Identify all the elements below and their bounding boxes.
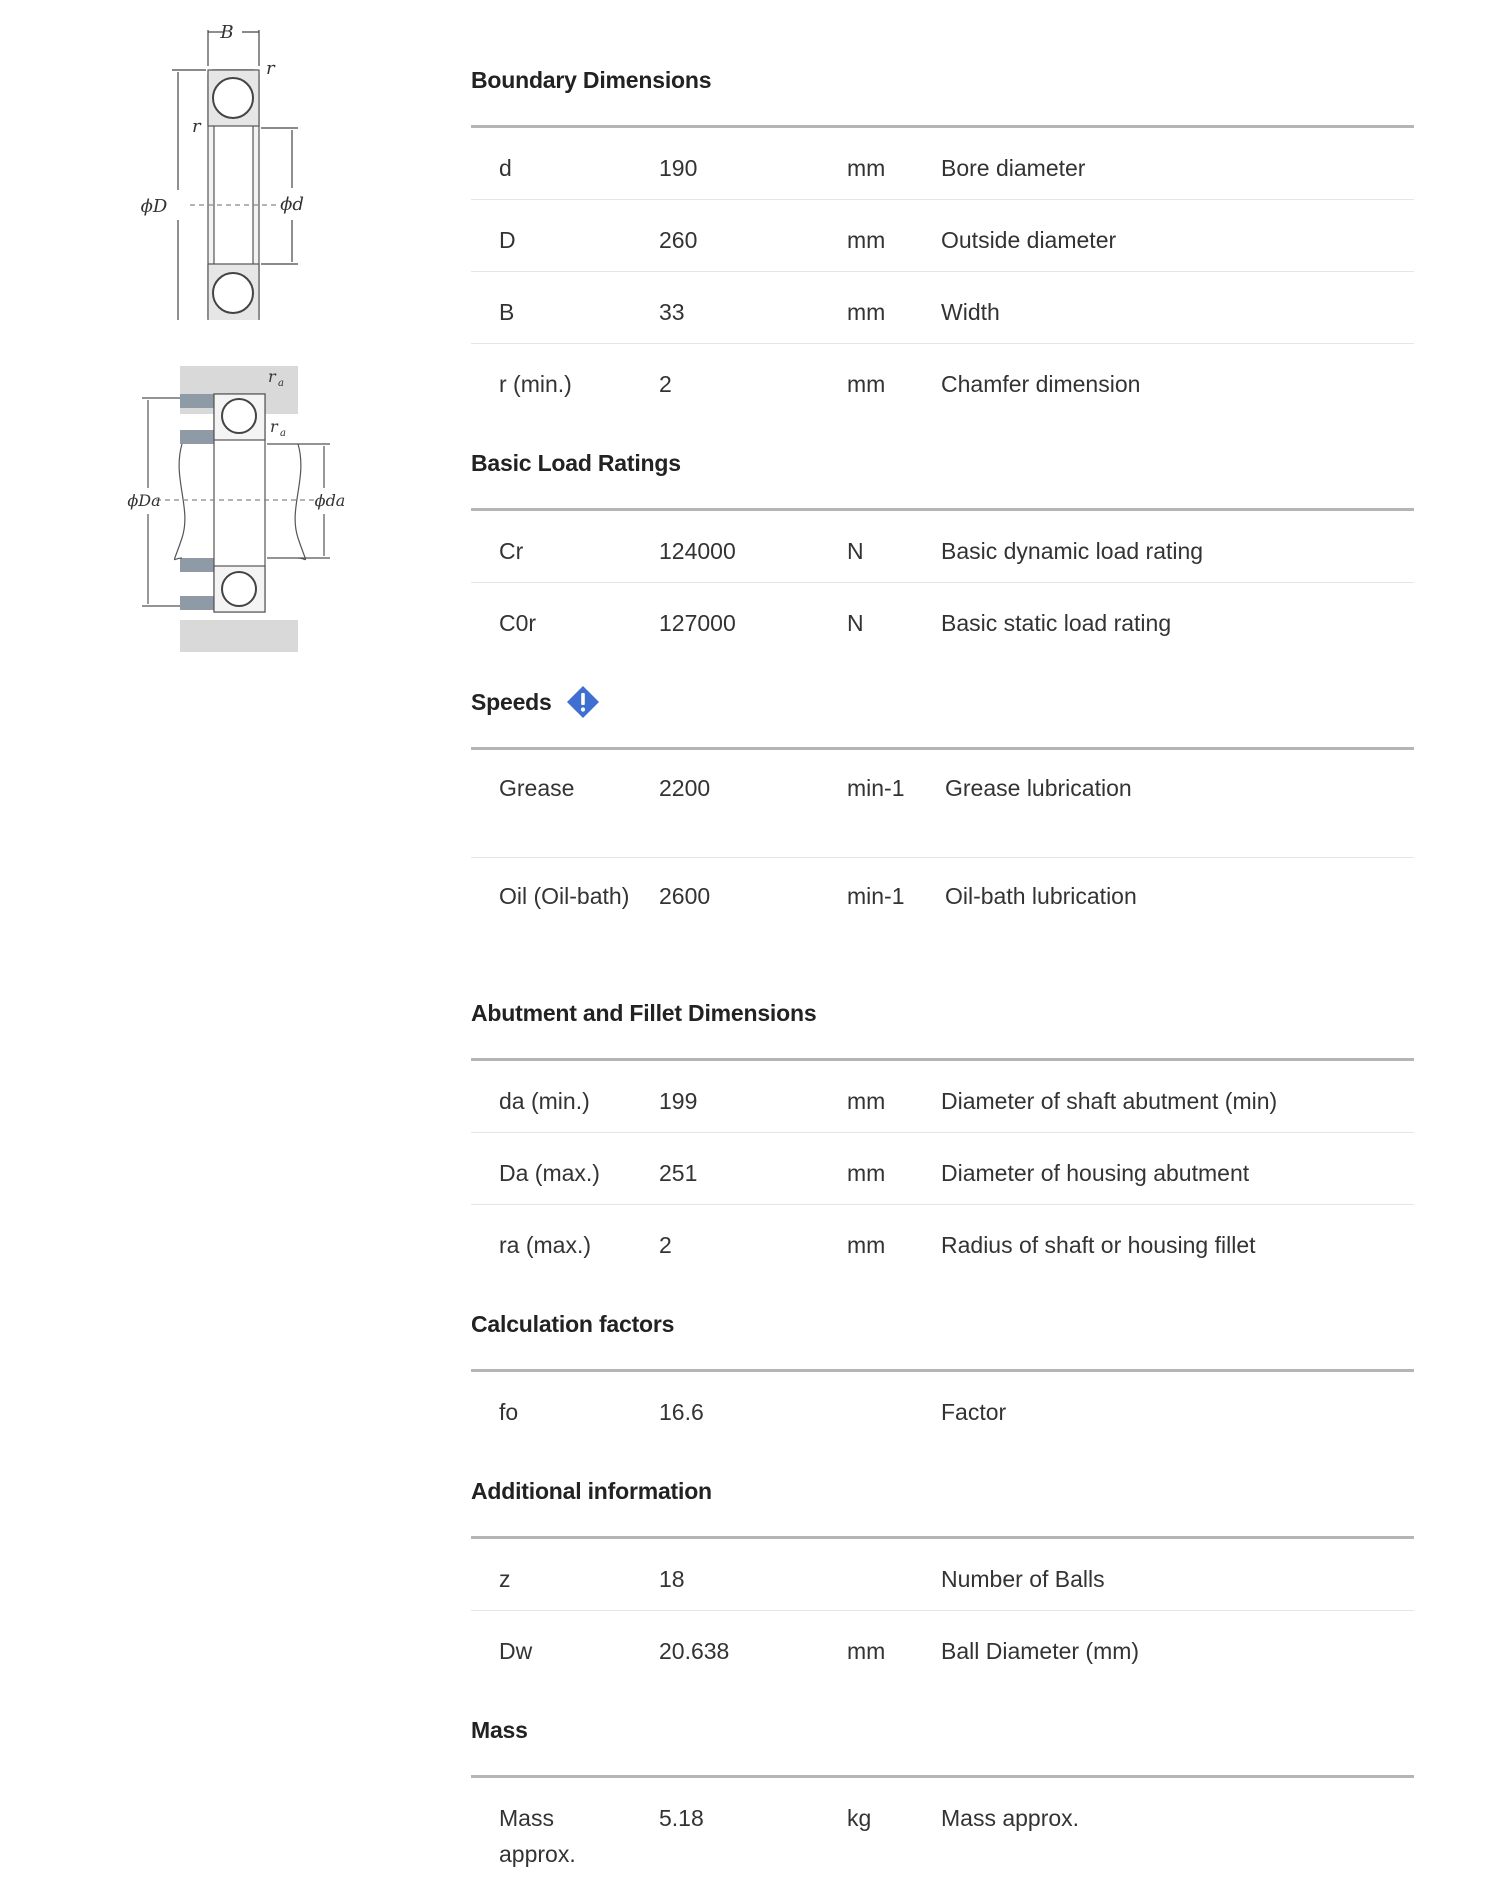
symbol: fo <box>499 1399 519 1425</box>
value: 2 <box>659 1232 672 1258</box>
label-Da: ϕDa <box>127 491 161 510</box>
description: Factor <box>941 1399 1007 1425</box>
unit <box>847 1394 941 1444</box>
value: 16.6 <box>659 1399 704 1425</box>
table-row <box>471 858 1414 966</box>
value: 190 <box>659 155 698 181</box>
label-ra-mid: r <box>270 417 278 436</box>
spec-table <box>471 1058 1414 1277</box>
description: Width <box>941 299 1000 325</box>
unit: mm <box>847 299 886 325</box>
value: 33 <box>659 299 685 325</box>
unit: mm <box>847 371 886 397</box>
value: 18 <box>659 1566 685 1592</box>
table-row <box>471 1778 1414 1872</box>
spec-table <box>471 125 1414 416</box>
unit: mm <box>847 1232 886 1258</box>
info-icon[interactable] <box>566 685 600 719</box>
table-row <box>471 344 1414 416</box>
description: Ball Diameter (mm) <box>941 1638 1140 1664</box>
table-row <box>471 1133 1414 1205</box>
label-d: ϕd <box>280 194 304 215</box>
section-speeds <box>471 677 1414 966</box>
section-title: Calculation factors <box>471 1310 675 1337</box>
value: 20.638 <box>659 1638 730 1664</box>
label-B: B <box>220 22 234 43</box>
description: Chamfer dimension <box>941 371 1141 397</box>
symbol: Oil (Oil-bath) <box>499 883 630 909</box>
description: Basic static load rating <box>941 610 1172 636</box>
table-row <box>471 200 1414 272</box>
section-title: Speeds <box>471 688 552 715</box>
label-D: ϕD <box>140 196 168 217</box>
section-abutment-fillet <box>471 988 1414 1277</box>
value: 127000 <box>659 610 736 636</box>
table-row <box>471 511 1414 583</box>
table-row <box>471 1539 1414 1611</box>
unit: mm <box>847 1160 886 1186</box>
spec-table <box>471 1369 1414 1444</box>
spec-table <box>471 1536 1414 1683</box>
description: Diameter of housing abutment <box>941 1160 1250 1186</box>
table-row <box>471 1061 1414 1133</box>
section-boundary-dimensions <box>471 55 1414 416</box>
abutment-fillet-diagram <box>120 338 380 658</box>
symbol: r (min.) <box>499 371 572 397</box>
symbol: Mass approx. <box>499 1805 576 1867</box>
label-r-left: r <box>192 116 201 137</box>
symbol: d <box>499 155 512 181</box>
value: 260 <box>659 227 698 253</box>
description: Radius of shaft or housing fillet <box>941 1232 1256 1258</box>
symbol: Da (max.) <box>499 1160 600 1186</box>
symbol: z <box>499 1566 511 1592</box>
section-title: Abutment and Fillet Dimensions <box>471 999 817 1026</box>
value: 2200 <box>659 775 711 801</box>
label-ra-top-sub: a <box>278 378 284 389</box>
unit: N <box>847 538 864 564</box>
description: Outside diameter <box>941 227 1117 253</box>
section-title: Additional information <box>471 1477 712 1504</box>
symbol: Grease <box>499 775 575 801</box>
spec-table <box>471 747 1414 966</box>
unit: min-1 <box>847 883 905 909</box>
description: Grease lubrication <box>945 775 1132 801</box>
value: 251 <box>659 1160 698 1186</box>
description: Mass approx. <box>941 1805 1080 1831</box>
value: 2 <box>659 371 672 397</box>
value: 5.18 <box>659 1805 704 1831</box>
unit: N <box>847 610 864 636</box>
symbol: da (min.) <box>499 1088 590 1114</box>
label-ra-top: r <box>268 367 276 386</box>
symbol: B <box>499 299 515 325</box>
symbol: ra (max.) <box>499 1232 591 1258</box>
section-additional-information <box>471 1466 1414 1683</box>
label-ra-mid-sub: a <box>280 428 286 439</box>
spec-table <box>471 508 1414 655</box>
spec-table <box>471 1775 1414 1872</box>
specifications <box>471 55 1414 1894</box>
symbol: Dw <box>499 1638 533 1664</box>
table-row <box>471 272 1414 344</box>
unit: kg <box>847 1805 872 1831</box>
symbol: C0r <box>499 610 537 636</box>
description: Oil-bath lubrication <box>945 883 1137 909</box>
table-row <box>471 128 1414 200</box>
label-r-top: r <box>266 58 275 79</box>
bearing-cross-section-diagram <box>120 20 320 320</box>
unit <box>847 1561 941 1610</box>
section-title: Basic Load Ratings <box>471 449 681 476</box>
section-title-row <box>471 677 1414 727</box>
unit: mm <box>847 1088 886 1114</box>
section-basic-load-ratings <box>471 438 1414 655</box>
description: Number of Balls <box>941 1566 1105 1592</box>
section-calculation-factors <box>471 1299 1414 1444</box>
symbol: Cr <box>499 538 524 564</box>
table-row <box>471 1205 1414 1277</box>
section-title: Boundary Dimensions <box>471 66 712 93</box>
section-mass <box>471 1705 1414 1872</box>
symbol: D <box>499 227 516 253</box>
value: 199 <box>659 1088 698 1114</box>
table-row <box>471 1611 1414 1683</box>
table-row <box>471 1372 1414 1444</box>
description: Basic dynamic load rating <box>941 538 1204 564</box>
section-title: Mass <box>471 1716 528 1743</box>
table-row <box>471 750 1414 858</box>
unit: mm <box>847 1638 886 1664</box>
unit: mm <box>847 227 886 253</box>
unit: min-1 <box>847 775 905 801</box>
value: 124000 <box>659 538 736 564</box>
table-row <box>471 583 1414 655</box>
unit: mm <box>847 155 886 181</box>
label-da: ϕda <box>314 491 346 510</box>
value: 2600 <box>659 883 711 909</box>
description: Bore diameter <box>941 155 1086 181</box>
description: Diameter of shaft abutment (min) <box>941 1088 1278 1114</box>
